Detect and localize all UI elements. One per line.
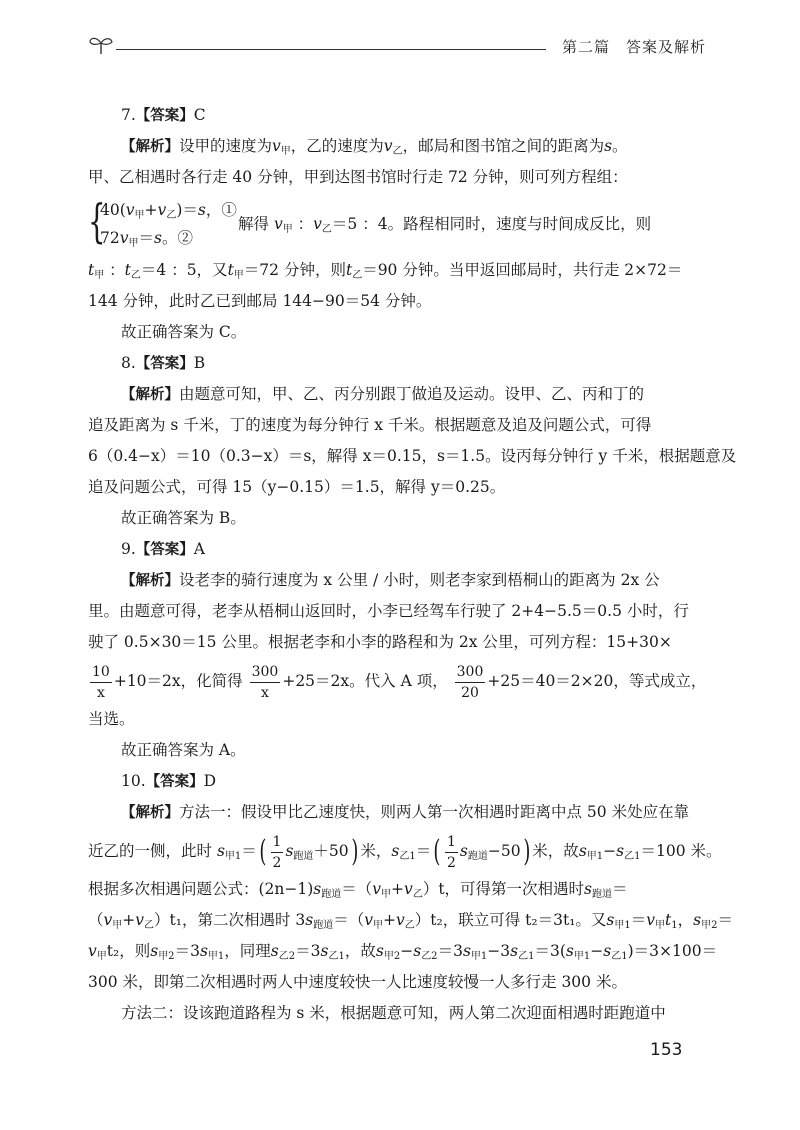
- q9-line: 当选。: [88, 710, 135, 728]
- q9-line: 里。由题意可得，老李从梧桐山返回时，小李已经驾车行驶了 2+4−5.5＝0.5 小时，行: [88, 602, 689, 620]
- q7-line: 甲、乙相遇时各行走 40 分钟，甲到达图书馆时行走 72 分钟，则可列方程组：: [88, 168, 628, 186]
- q7-conclusion: 故正确答案为 C。: [121, 323, 247, 341]
- q7-answer: 7.【答案】C: [121, 106, 206, 124]
- q9-answer: 9.【答案】A: [121, 540, 205, 558]
- q8-line: 6（0.4−x）＝10（0.3−x）＝s，解得 x＝0.15，s＝1.5。设丙每分钟行 y 千米，根据题意及: [88, 447, 737, 465]
- q9-line: 驶了 0.5×30＝15 公里。根据老李和小李的路程和为 2x 公里，可列方程：15+30×: [88, 633, 672, 651]
- q7-analysis-line: 【解析】设甲的速度为$v_甲$，乙的速度为$v_乙$，邮局和图书馆之间的距离为s。: [121, 137, 628, 157]
- q9-conclusion: 故正确答案为 A。: [121, 741, 246, 759]
- sprout-icon: [88, 34, 114, 56]
- page-body: [88, 100, 737, 1029]
- section-title: 第二篇 答案及解析: [561, 38, 706, 56]
- q8-answer: 8.【答案】B: [121, 354, 206, 372]
- q8-conclusion: 故正确答案为 B。: [121, 509, 246, 527]
- q9-analysis-line: 【解析】设老李的骑行速度为 x 公里 / 小时，则老李家到梧桐山的距离为 2x 公: [121, 571, 660, 589]
- q8-line: 追及问题公式，可得 15（y−0.15）＝1.5，解得 y＝0.25。: [88, 478, 506, 496]
- q10-line: 300 米，即第二次相遇时两人中速度较快一人比速度较慢一人多行走 300 米。: [88, 973, 627, 991]
- q10-line: $(v_甲+v_乙)t_1$，第二次相遇时 $3s_{跑道}=(v_甲+v_乙)t_2$，联立可得 t₂＝3t₁。又$s_{甲1}=v_甲t_1$，$s_{甲2}=$: [88, 911, 734, 931]
- page-number: 153: [650, 1040, 683, 1060]
- q10-answer: 10.【答案】D: [121, 772, 217, 790]
- q8-line: 追及距离为 s 千米，丁的速度为每分钟行 x 千米。根据题意及追及问题公式，可得: [88, 416, 652, 434]
- q8-analysis-line: 【解析】由题意可知，甲、乙、丙分别跟丁做追及运动。设甲、乙、丙和丁的: [121, 385, 645, 403]
- q10-line: $v_甲t_2$，则$s_{甲2}=3s_{甲1}$，同理$s_{乙2}=3s_{乙1}$，故$s_{甲2}-s_{乙2}=3s_{甲1}-3s_{乙1}=3(s_{甲1}-s_{乙1})=3\times 100=$: [88, 942, 718, 962]
- q10-analysis-line: 【解析】方法一：假设甲比乙速度快，则两人第一次相遇时距离中点 50 米处应在靠: [121, 803, 690, 821]
- page-header: [88, 28, 706, 68]
- q7-line: $t_甲$ ：$t_乙=4$ ：5，又$t_甲=72$ 分钟，则$t_乙=90$ 分钟。当甲返回邮局时，共行走 2×72＝: [88, 261, 683, 281]
- q7-equation-system: { $40(v_甲+v_乙)=s$，① $72v_甲=s$。② 解得 $v_甲$ ：$v_乙=5$ ：4。路程相同时，速度与时间成反比，则: [88, 194, 652, 249]
- q7-line: 144 分钟，此时乙已到邮局 144−90＝54 分钟。: [88, 292, 432, 310]
- q10-line: 近乙的一侧，此时 $s_{甲1}=$( $\frac{1}{2}$ $s_{跑道}+50$) 米，$s_{乙1}=$( $\frac{1}{2}$ $s_{跑道}-50$) 米，故$s_{甲1}-s_{乙1}=100$ 米。: [88, 833, 722, 871]
- q10-line: 方法二：设该跑道路程为 s 米，根据题意可知，两人第二次迎面相遇时距跑道中: [121, 1004, 666, 1022]
- q10-line: 根据多次相遇问题公式：$(2n-1)s_{跑道}=(v_甲+v_乙)t$，可得第一次相遇时$s_{跑道}=$: [88, 880, 628, 900]
- q9-fraction-line: $\frac{10}{x}$ +10＝2x，化简得 $\frac{300}{x}$ +25＝2x。代入 A 项， $\frac{300}{20}$ +25＝40＝2×20，等式成立，: [92, 663, 707, 701]
- header-rule: [116, 49, 546, 50]
